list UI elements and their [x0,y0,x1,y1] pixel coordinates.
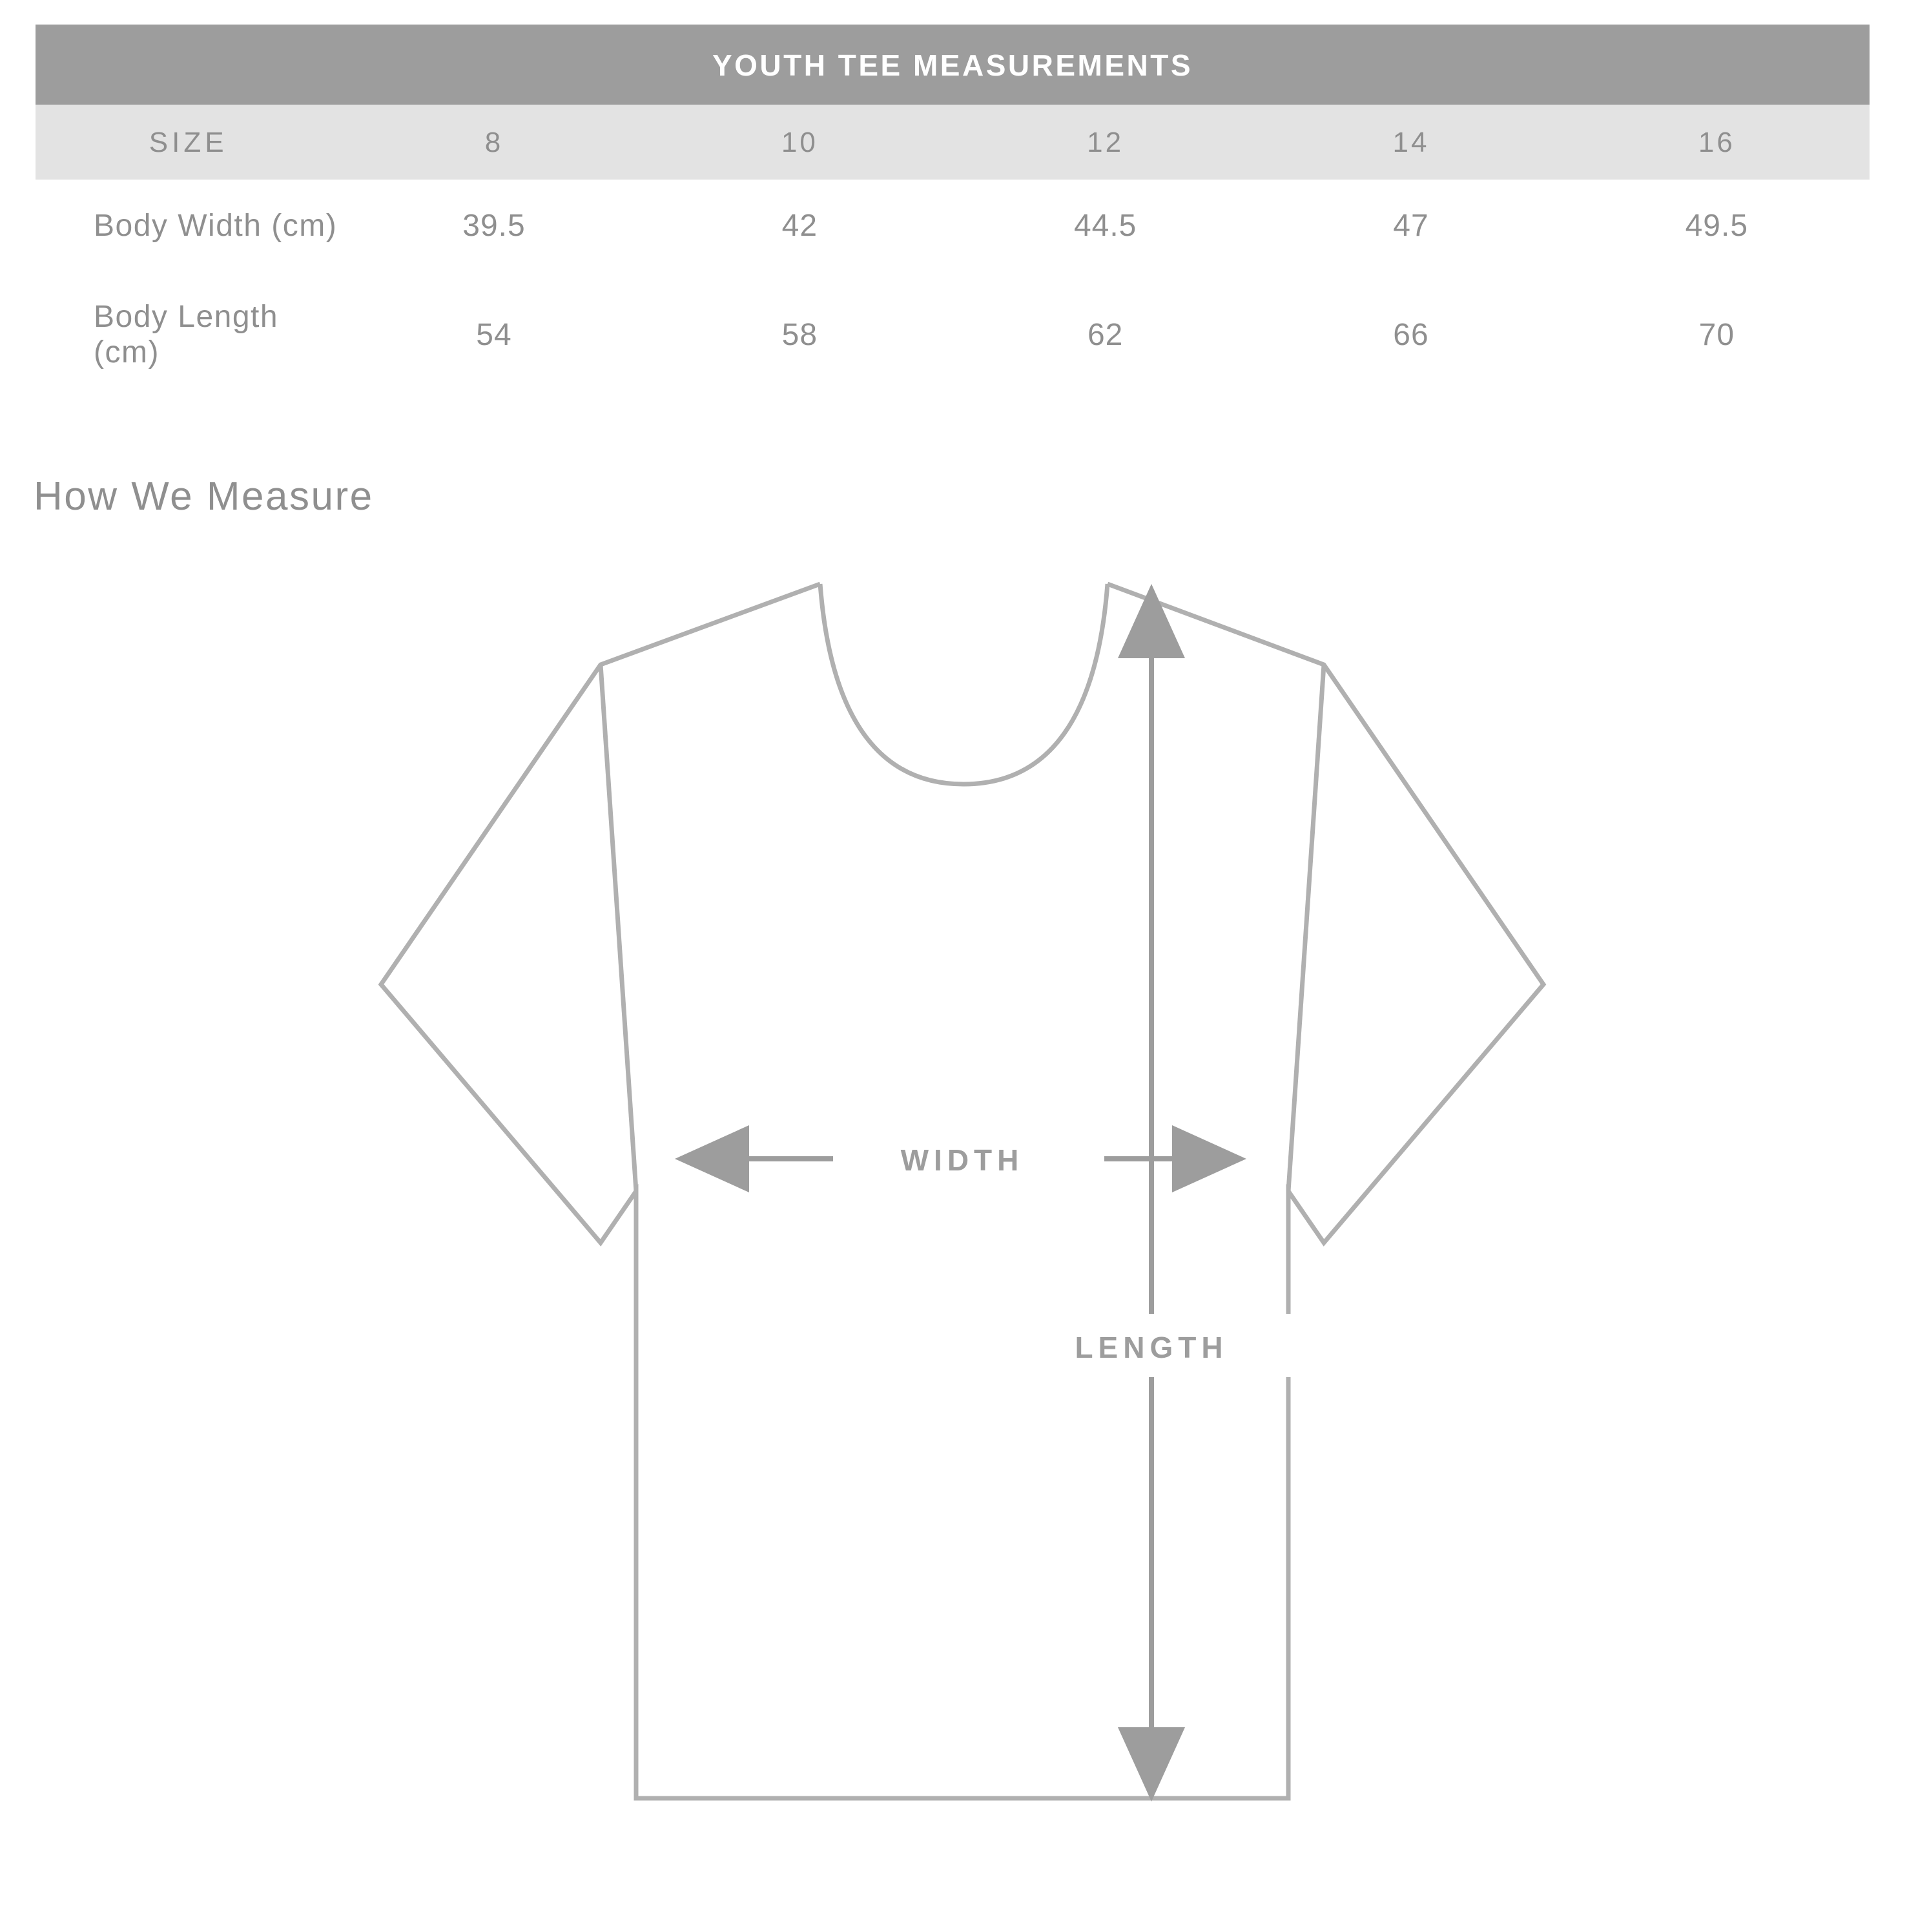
table-row [36,271,1870,397]
column-header-size-12: 12 [953,105,1258,180]
measurements-table-wrapper [0,25,1907,397]
cell-body-width-14: 47 [1258,180,1563,271]
column-header-size: SIZE [36,105,341,180]
width-label: WIDTH [900,1143,1024,1177]
cell-body-length-14: 66 [1258,271,1563,397]
column-header-size-14: 14 [1258,105,1563,180]
column-header-size-8: 8 [341,105,646,180]
how-we-measure-heading: How We Measure [34,474,374,519]
column-header-size-16: 16 [1564,105,1870,180]
cell-body-length-8: 54 [341,271,646,397]
cell-body-width-16: 49.5 [1564,180,1870,271]
cell-body-length-12: 62 [953,271,1258,397]
size-guide-page [0,25,1907,1932]
length-label: LENGTH [1075,1331,1228,1364]
vertical-double-arrow-icon [1014,584,1292,1802]
cell-body-width-8: 39.5 [341,180,646,271]
tee-shirt-outline [381,584,1543,1798]
table-title-row [36,25,1870,105]
cell-body-length-10: 58 [647,271,953,397]
table-row [36,180,1870,271]
row-label-body-length: Body Length (cm) [36,271,341,397]
table-header-row [36,105,1870,180]
cell-body-width-12: 44.5 [953,180,1258,271]
cell-body-length-16: 70 [1564,271,1870,397]
measurement-diagram [0,545,1907,1837]
row-label-body-width: Body Width (cm) [36,180,341,271]
cell-body-width-10: 42 [647,180,953,271]
column-header-size-10: 10 [647,105,953,180]
measurements-table [36,25,1870,397]
table-title: YOUTH TEE MEASUREMENTS [36,25,1870,105]
